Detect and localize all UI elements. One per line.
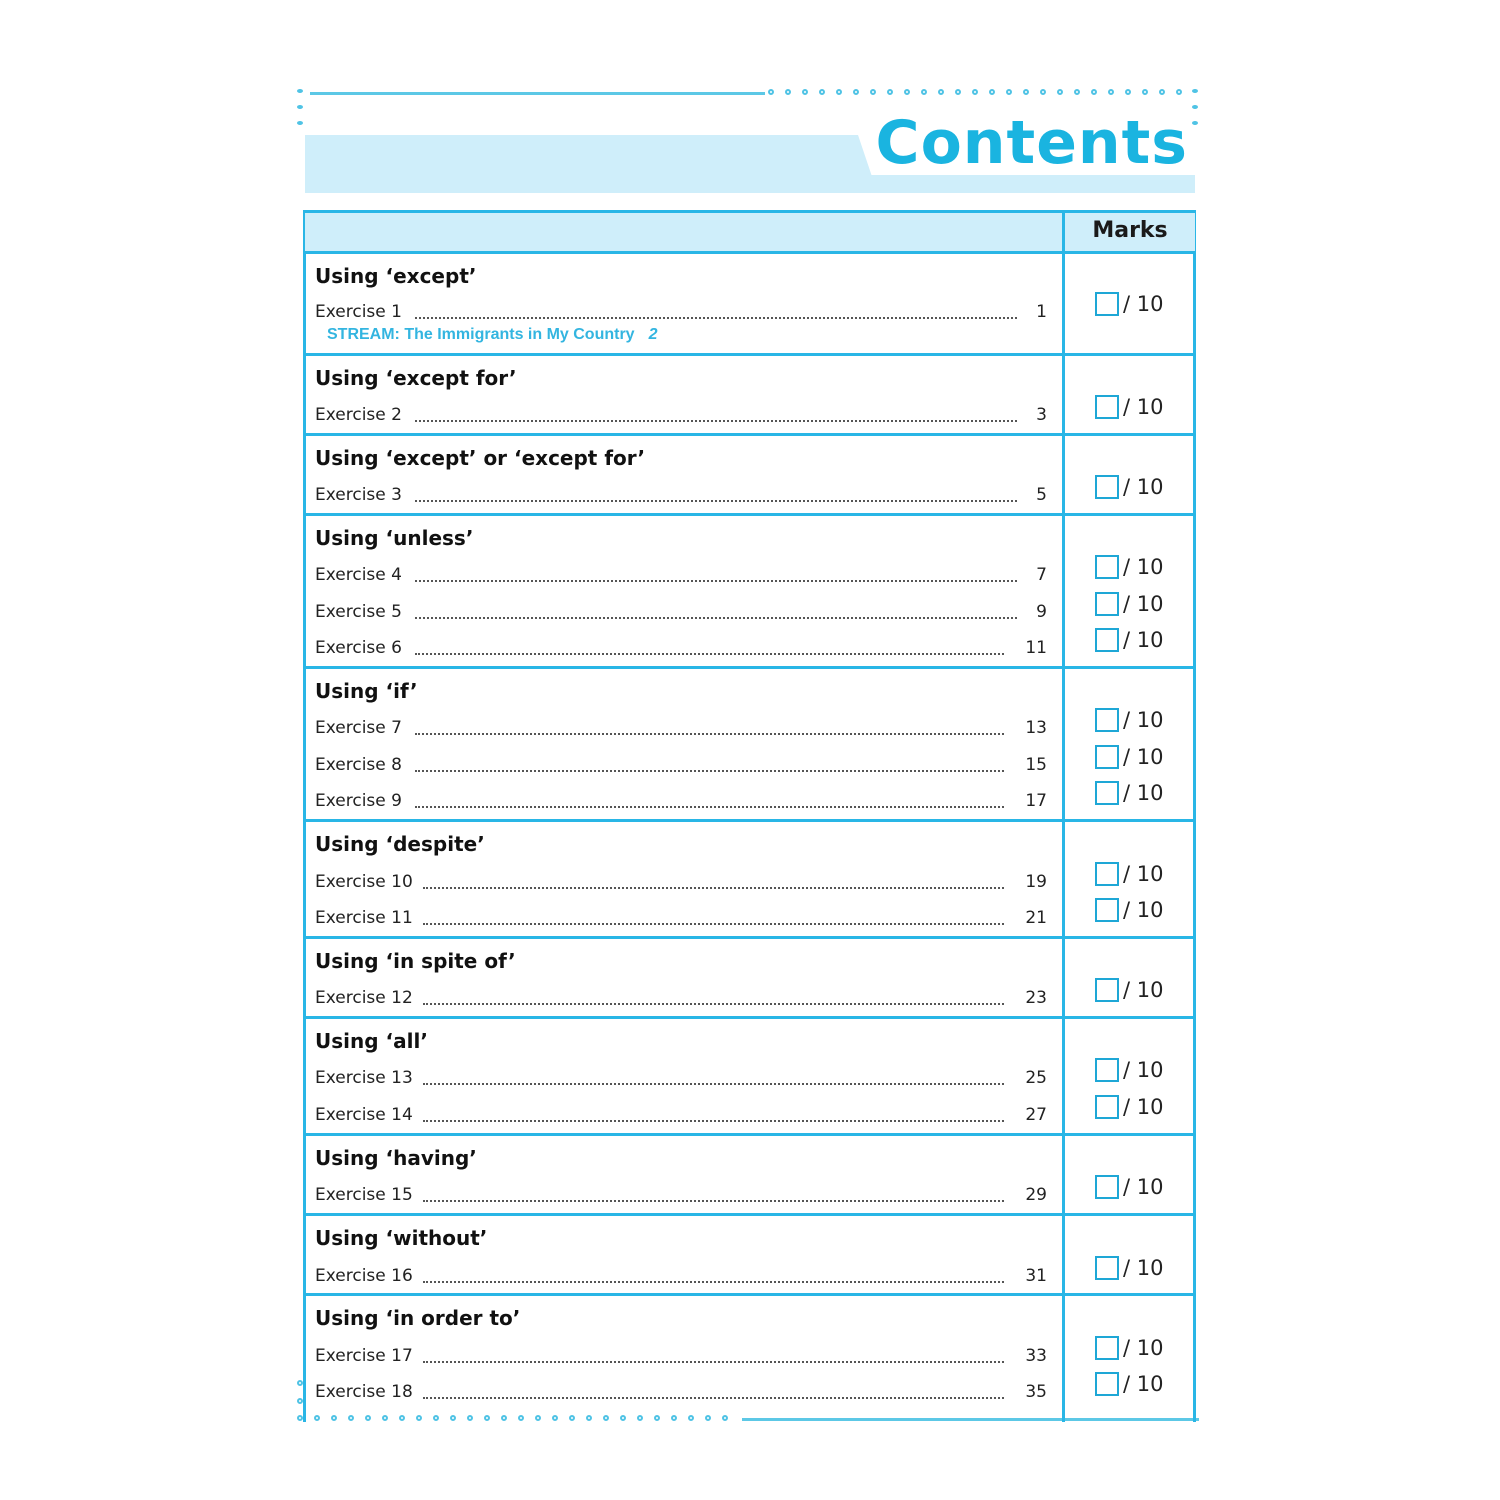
section-title: Using ‘if’ [315, 679, 418, 703]
score-checkbox[interactable] [1095, 292, 1119, 316]
contents-section [305, 356, 1195, 436]
page-number: 9 [1036, 602, 1047, 622]
score-checkbox[interactable] [1095, 1256, 1119, 1280]
page-number: 27 [1025, 1105, 1047, 1125]
stream-page-number: 2 [648, 326, 658, 343]
marks-field [1095, 708, 1163, 732]
page-number: 5 [1036, 485, 1047, 505]
stream-label: STREAM: The Immigrants in My Country [327, 326, 635, 343]
score-checkbox[interactable] [1095, 898, 1119, 922]
dot-leader [415, 420, 1017, 422]
frame-dot [1057, 89, 1063, 95]
marks-field [1095, 555, 1163, 579]
section-title: Using ‘except’ or ‘except for’ [315, 446, 646, 470]
exercise-label: Exercise 15 [315, 1185, 413, 1205]
exercise-label: Exercise 2 [315, 405, 402, 425]
frame-dot [768, 89, 774, 95]
exercise-row[interactable] [305, 395, 1195, 435]
frame-dot [819, 89, 825, 95]
marks-field [1095, 1372, 1163, 1396]
marks-total: / 10 [1123, 1058, 1164, 1082]
dot-leader [423, 1397, 1004, 1399]
marks-field [1095, 898, 1163, 922]
marks-total: / 10 [1123, 862, 1164, 886]
frame-dot [921, 89, 927, 95]
marks-total: / 10 [1123, 628, 1164, 652]
exercise-row[interactable] [305, 592, 1195, 632]
score-checkbox[interactable] [1095, 1336, 1119, 1360]
exercise-row[interactable] [305, 1175, 1195, 1215]
marks-field [1095, 292, 1163, 316]
frame-dot [1159, 89, 1165, 95]
contents-section [305, 1216, 1195, 1296]
exercise-label: Exercise 17 [315, 1346, 413, 1366]
exercise-row[interactable] [305, 978, 1195, 1018]
score-checkbox[interactable] [1095, 628, 1119, 652]
page-number: 19 [1025, 872, 1047, 892]
marks-total: / 10 [1123, 592, 1164, 616]
score-checkbox[interactable] [1095, 1372, 1119, 1396]
dot-leader [423, 1083, 1004, 1085]
page-number: 11 [1025, 638, 1047, 658]
frame-dot [297, 89, 303, 93]
exercise-row[interactable] [305, 1058, 1195, 1098]
section-title: Using ‘in order to’ [315, 1306, 521, 1330]
dot-leader [423, 1281, 1004, 1283]
marks-field [1095, 1336, 1163, 1360]
marks-total: / 10 [1123, 292, 1164, 316]
score-checkbox[interactable] [1095, 395, 1119, 419]
frame-dot [1142, 89, 1148, 95]
exercise-row[interactable] [305, 745, 1195, 785]
contents-section [305, 436, 1195, 516]
page-number: 17 [1025, 791, 1047, 811]
marks-total: / 10 [1123, 1256, 1164, 1280]
frame-top-line [310, 92, 765, 95]
page-title: Contents [875, 108, 1188, 178]
marks-total: / 10 [1123, 1372, 1164, 1396]
exercise-label: Exercise 1 [315, 302, 402, 322]
marks-total: / 10 [1123, 555, 1164, 579]
frame-dot [938, 89, 944, 95]
frame-dot [853, 89, 859, 95]
section-title: Using ‘having’ [315, 1146, 477, 1170]
marks-field [1095, 862, 1163, 886]
exercise-label: Exercise 10 [315, 872, 413, 892]
exercise-label: Exercise 9 [315, 791, 402, 811]
exercise-row[interactable] [305, 1372, 1195, 1412]
marks-field [1095, 1175, 1163, 1199]
dot-leader [415, 617, 1017, 619]
score-checkbox[interactable] [1095, 555, 1119, 579]
page-number: 1 [1036, 302, 1047, 322]
frame-left-dots [297, 89, 307, 135]
frame-dot [955, 89, 961, 95]
exercise-row[interactable] [305, 781, 1195, 821]
marks-total: / 10 [1123, 708, 1164, 732]
marks-total: / 10 [1123, 745, 1164, 769]
score-checkbox[interactable] [1095, 592, 1119, 616]
marks-total: / 10 [1123, 1175, 1164, 1199]
frame-dot [870, 89, 876, 95]
exercise-label: Exercise 14 [315, 1105, 413, 1125]
page-number: 21 [1025, 908, 1047, 928]
section-title: Using ‘despite’ [315, 832, 485, 856]
marks-field [1095, 1256, 1163, 1280]
marks-field [1095, 745, 1163, 769]
contents-section [305, 254, 1195, 356]
page-number: 3 [1036, 405, 1047, 425]
contents-section [305, 1019, 1195, 1136]
dot-leader [415, 317, 1017, 319]
marks-field [1095, 1095, 1163, 1119]
frame-dot [297, 121, 303, 125]
exercise-label: Exercise 16 [315, 1266, 413, 1286]
exercise-label: Exercise 18 [315, 1382, 413, 1402]
section-title: Using ‘except’ [315, 264, 477, 288]
section-title: Using ‘unless’ [315, 526, 474, 550]
score-checkbox[interactable] [1095, 708, 1119, 732]
frame-dot [887, 89, 893, 95]
score-checkbox[interactable] [1095, 978, 1119, 1002]
frame-dot [1192, 89, 1198, 93]
page-number: 13 [1025, 718, 1047, 738]
exercise-row[interactable] [305, 555, 1195, 595]
page-number: 29 [1025, 1185, 1047, 1205]
marks-total: / 10 [1123, 978, 1164, 1002]
score-checkbox[interactable] [1095, 745, 1119, 769]
marks-total: / 10 [1123, 898, 1164, 922]
dot-leader [415, 653, 1004, 655]
frame-dot [1074, 89, 1080, 95]
marks-field [1095, 592, 1163, 616]
frame-dot [972, 89, 978, 95]
frame-dot [1192, 105, 1198, 109]
frame-dot [785, 89, 791, 95]
exercise-label: Exercise 6 [315, 638, 402, 658]
exercise-label: Exercise 13 [315, 1068, 413, 1088]
dot-leader [415, 733, 1004, 735]
frame-dot [1125, 89, 1131, 95]
exercise-label: Exercise 8 [315, 755, 402, 775]
score-checkbox[interactable] [1095, 1095, 1119, 1119]
dot-leader [423, 923, 1004, 925]
contents-section [305, 669, 1195, 822]
score-checkbox[interactable] [1095, 1175, 1119, 1199]
score-checkbox[interactable] [1095, 781, 1119, 805]
exercise-label: Exercise 5 [315, 602, 402, 622]
page-number: 31 [1025, 1266, 1047, 1286]
frame-dot [1108, 89, 1114, 95]
frame-dot [1040, 89, 1046, 95]
page-number: 23 [1025, 988, 1047, 1008]
score-checkbox[interactable] [1095, 1058, 1119, 1082]
frame-dot [802, 89, 808, 95]
exercise-label: Exercise 3 [315, 485, 402, 505]
section-title: Using ‘except for’ [315, 366, 517, 390]
section-title: Using ‘all’ [315, 1029, 428, 1053]
page-number: 35 [1025, 1382, 1047, 1402]
dot-leader [423, 1361, 1004, 1363]
dot-leader [423, 887, 1004, 889]
frame-dot [1091, 89, 1097, 95]
frame-dot [1023, 89, 1029, 95]
marks-total: / 10 [1123, 1336, 1164, 1360]
marks-field [1095, 628, 1163, 652]
contents-section [305, 822, 1195, 939]
exercise-label: Exercise 4 [315, 565, 402, 585]
exercise-row[interactable] [305, 1095, 1195, 1135]
exercise-label: Exercise 7 [315, 718, 402, 738]
contents-section [305, 939, 1195, 1019]
exercise-label: Exercise 12 [315, 988, 413, 1008]
marks-field [1095, 475, 1163, 499]
dot-leader [423, 1200, 1004, 1202]
section-title: Using ‘without’ [315, 1226, 488, 1250]
exercise-row[interactable] [305, 628, 1195, 668]
marks-field [1095, 978, 1163, 1002]
exercise-row[interactable] [305, 1336, 1195, 1376]
frame-right-dots [1192, 89, 1202, 135]
frame-dot [1192, 121, 1198, 125]
exercise-row[interactable] [305, 708, 1195, 748]
exercise-row[interactable] [305, 898, 1195, 938]
frame-dot [904, 89, 910, 95]
dot-leader [423, 1120, 1004, 1122]
marks-field [1095, 395, 1163, 419]
marks-column-header: Marks [1092, 218, 1168, 243]
frame-top-dots [768, 89, 1200, 99]
marks-field [1095, 781, 1163, 805]
dot-leader [415, 770, 1004, 772]
section-title: Using ‘in spite of’ [315, 949, 516, 973]
contents-section [305, 516, 1195, 669]
page-number: 15 [1025, 755, 1047, 775]
marks-total: / 10 [1123, 475, 1164, 499]
page-number: 25 [1025, 1068, 1047, 1088]
score-checkbox[interactable] [1095, 475, 1119, 499]
contents-section [305, 1136, 1195, 1216]
exercise-row[interactable] [305, 475, 1195, 515]
marks-total: / 10 [1123, 1095, 1164, 1119]
exercise-row[interactable] [305, 1256, 1195, 1296]
dot-leader [423, 1003, 1004, 1005]
page-number: 7 [1036, 565, 1047, 585]
frame-dot [989, 89, 995, 95]
frame-dot [297, 105, 303, 109]
exercise-label: Exercise 11 [315, 908, 413, 928]
page-number: 33 [1025, 1346, 1047, 1366]
stream-link[interactable] [327, 326, 657, 344]
score-checkbox[interactable] [1095, 862, 1119, 886]
dot-leader [415, 806, 1004, 808]
marks-total: / 10 [1123, 781, 1164, 805]
dot-leader [415, 500, 1017, 502]
exercise-row[interactable] [305, 862, 1195, 902]
frame-dot [836, 89, 842, 95]
frame-dot [1006, 89, 1012, 95]
marks-field [1095, 1058, 1163, 1082]
contents-section [305, 1296, 1195, 1422]
dot-leader [415, 580, 1017, 582]
frame-dot [1176, 89, 1182, 95]
marks-total: / 10 [1123, 395, 1164, 419]
